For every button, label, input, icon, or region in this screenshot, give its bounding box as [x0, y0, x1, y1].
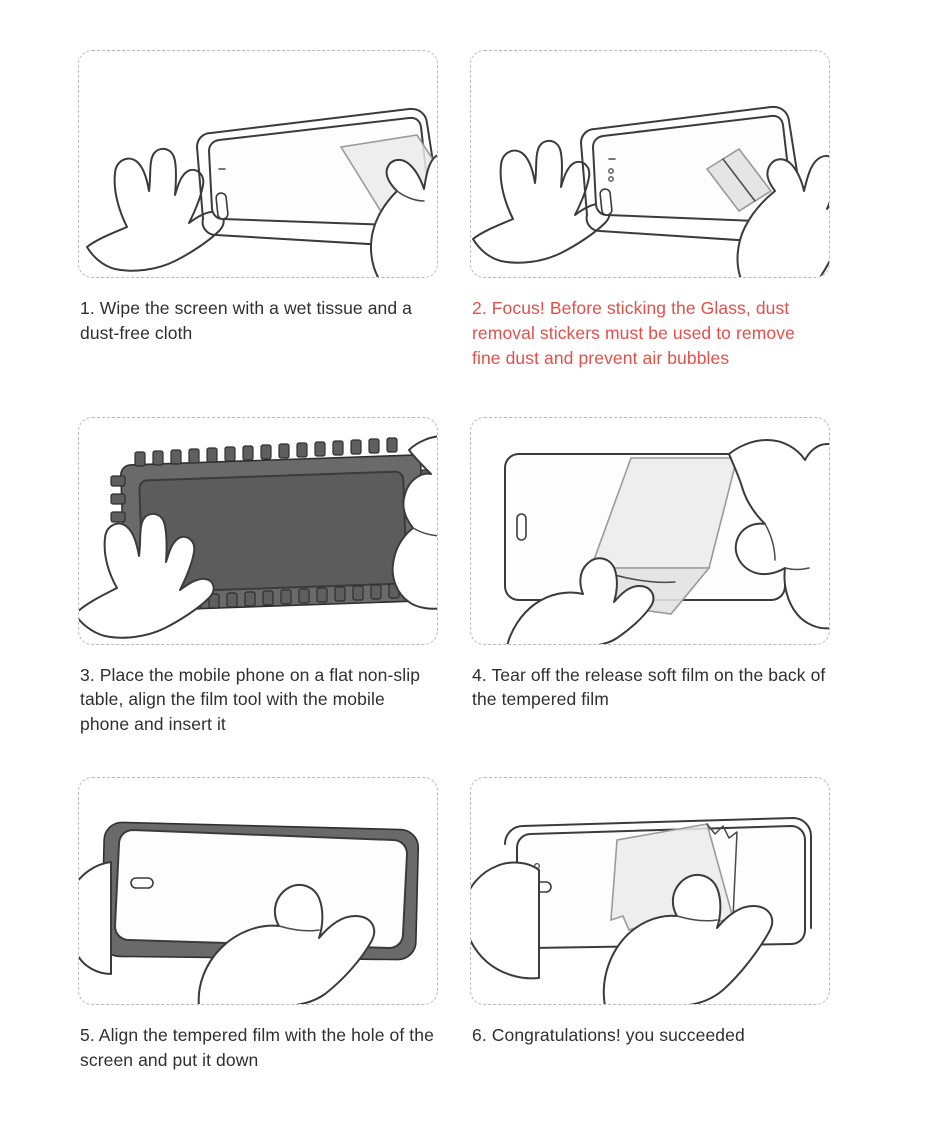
step-1-illustration [78, 50, 438, 278]
step-4 [470, 417, 830, 738]
step-5-illustration [78, 777, 438, 1005]
step-1 [78, 50, 438, 371]
step-2 [470, 50, 830, 371]
illustration-peel-release-film [471, 418, 830, 645]
illustration-film-tool-insert [79, 418, 438, 645]
step-3-caption: 3. Place the mobile phone on a flat non-slip table, align the film tool with the mobile phone and insert it [80, 664, 421, 735]
step-6 [470, 777, 830, 1073]
row-spacer-2 [470, 371, 830, 417]
row-spacer-4 [470, 737, 830, 777]
step-1-caption: 1. Wipe the screen with a wet tissue and a dust-free cloth [80, 298, 413, 343]
row-spacer-1 [78, 371, 438, 417]
illustration-dust-sticker [471, 51, 830, 278]
step-5 [78, 777, 438, 1073]
step-2-illustration [470, 50, 830, 278]
illustration-wipe-screen [79, 51, 438, 278]
step-3 [78, 417, 438, 738]
step-6-illustration [470, 777, 830, 1005]
row-spacer-3 [78, 737, 438, 777]
illustration-align-film [79, 778, 438, 1005]
step-5-caption: 5. Align the tempered film with the hole of the screen and put it down [80, 1025, 434, 1070]
step-4-caption: 4. Tear off the release soft film on the back of the tempered film [472, 664, 826, 710]
step-3-illustration [78, 417, 438, 645]
step-6-caption: 6. Congratulations! you succeeded [472, 1025, 745, 1046]
illustration-finished-wipe [471, 778, 830, 1005]
steps-grid [78, 50, 860, 1073]
step-4-illustration [470, 417, 830, 645]
step-2-caption: 2. Focus! Before sticking the Glass, dust removal stickers must be used to remove fine dust and prevent air bubbles [472, 298, 795, 368]
